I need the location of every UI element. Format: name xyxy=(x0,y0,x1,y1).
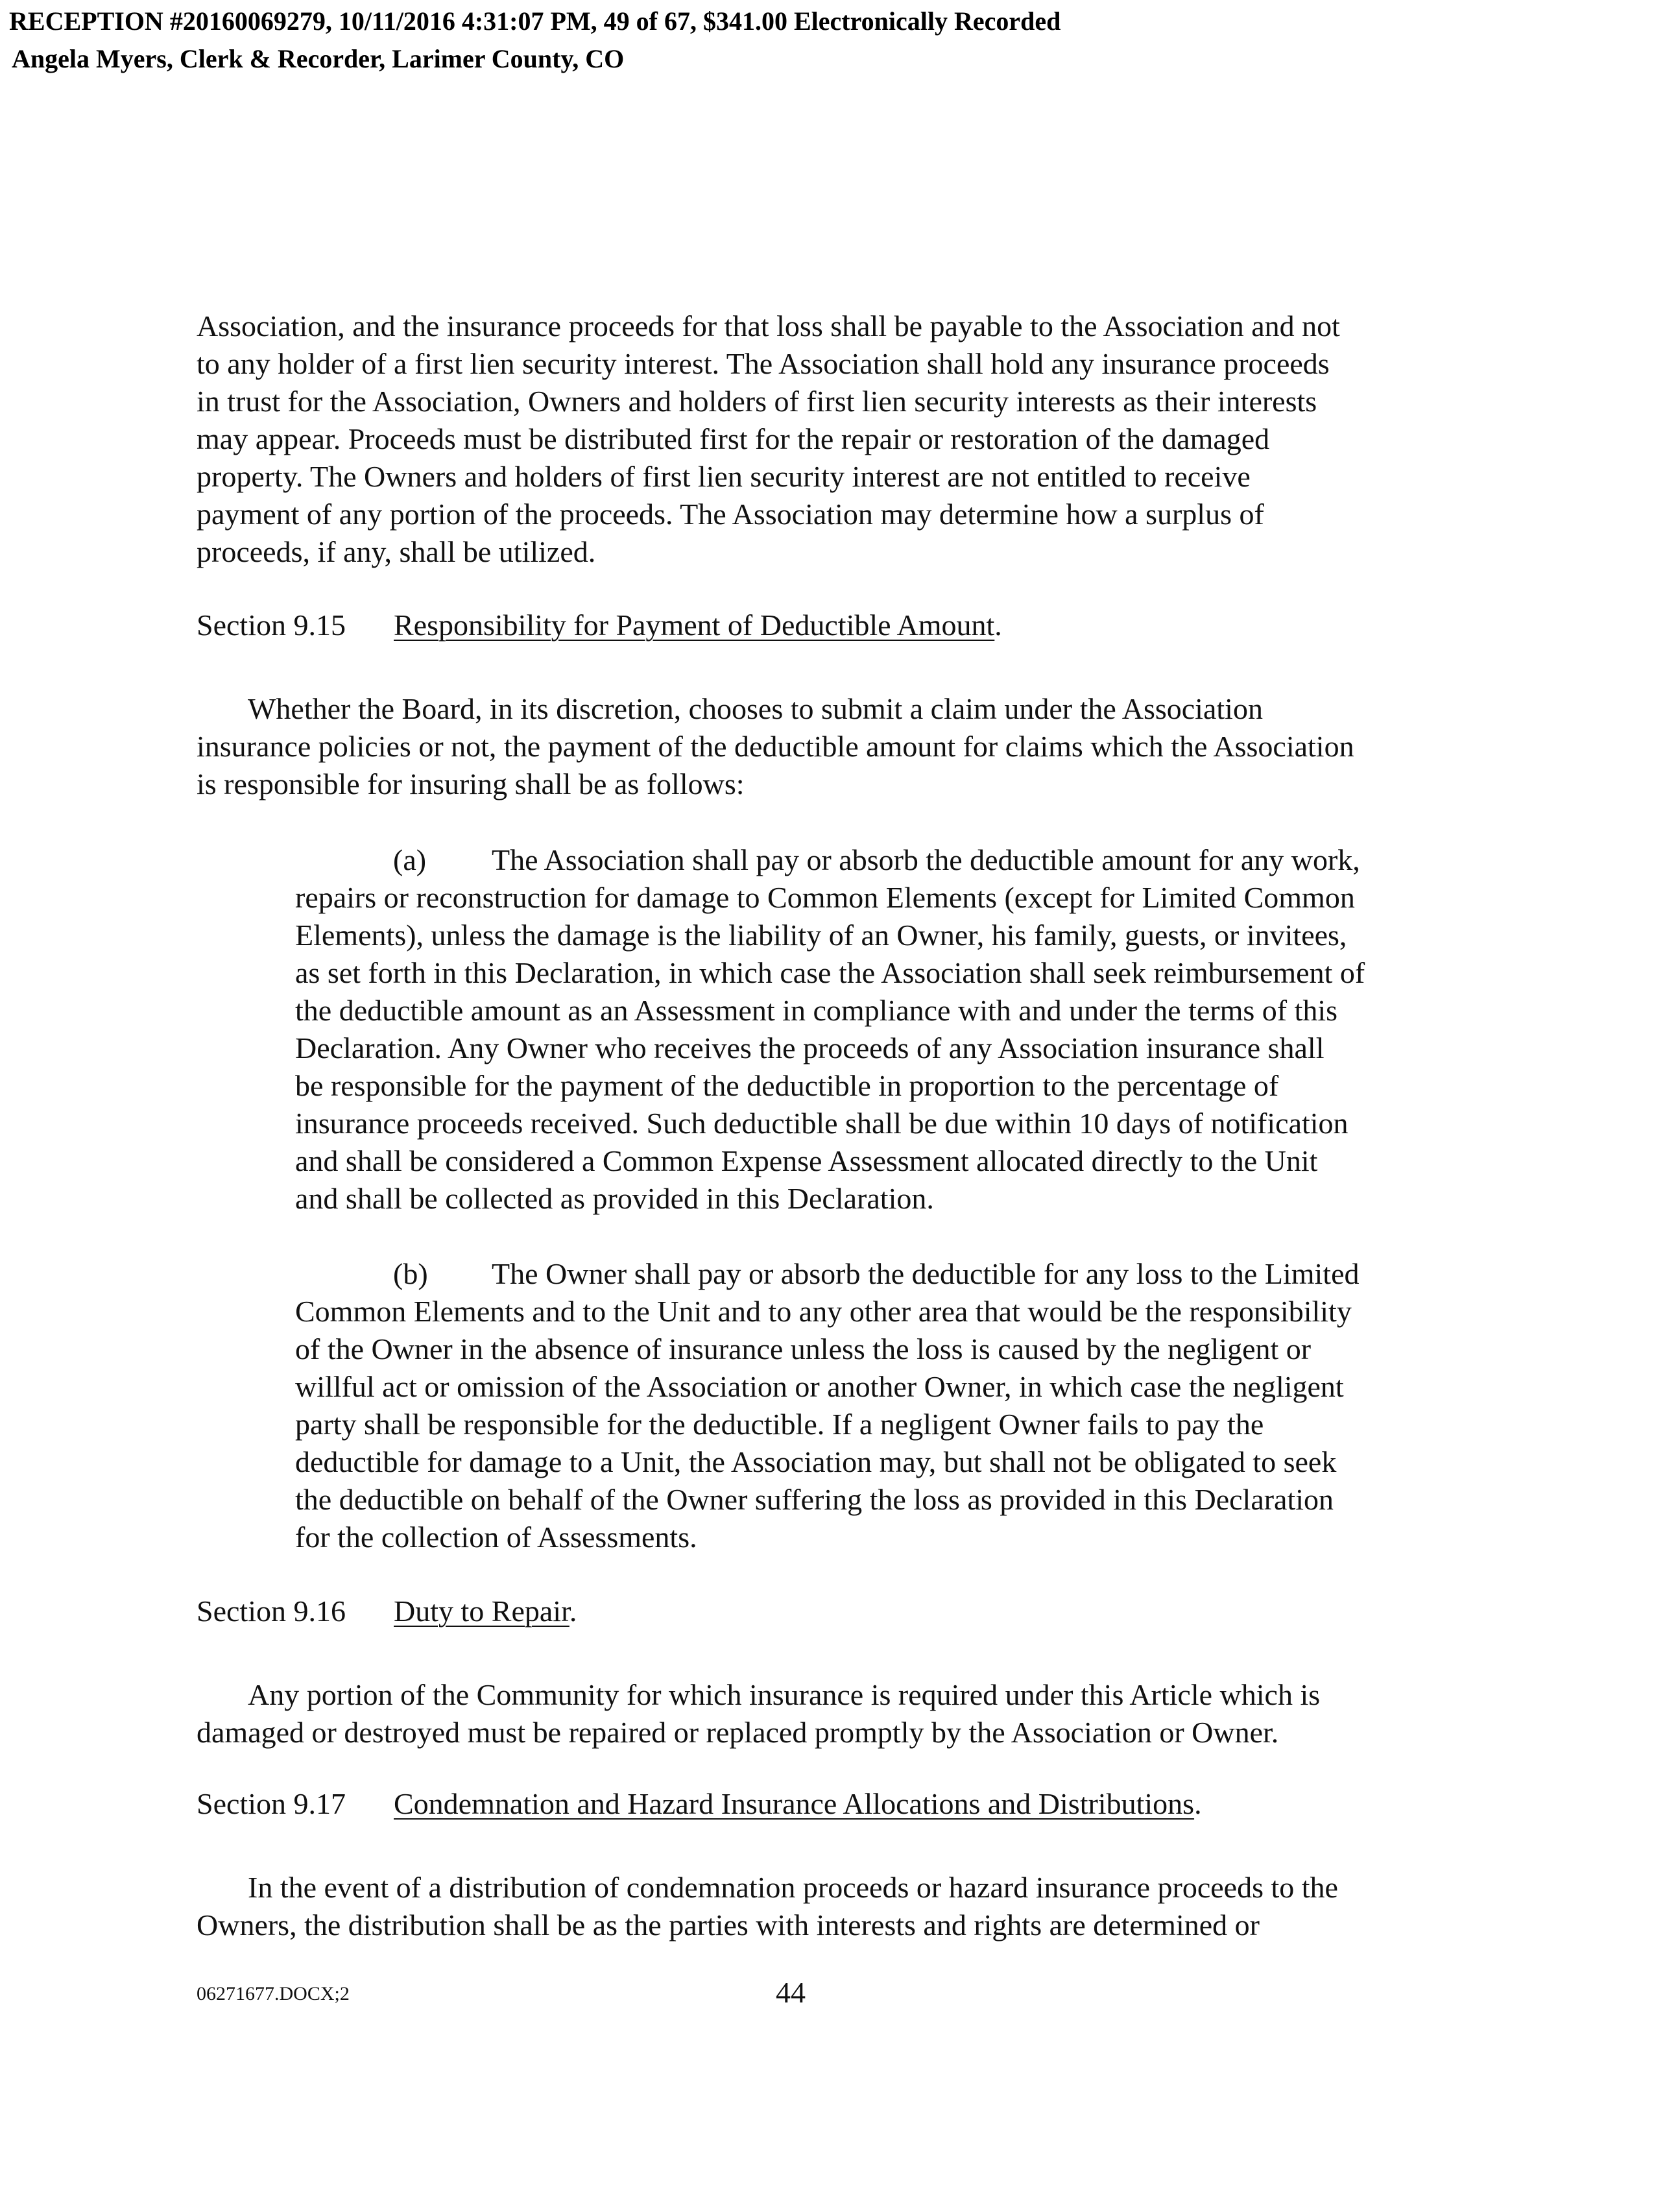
item-b-line: willful act or omission of the Association or another Owner, in which case the negligent xyxy=(295,1370,1344,1403)
item-b-text: The Owner shall pay or absorb the deductible for any loss to the Limited xyxy=(492,1257,1360,1290)
item-b-first-line xyxy=(393,1255,1359,1293)
item-b-line: of the Owner in the absence of insurance unless the loss is caused by the negligent or xyxy=(295,1332,1312,1365)
item-b-line: the deductible on behalf of the Owner suffering the loss as provided in this Declaration xyxy=(295,1483,1334,1516)
item-b-line: for the collection of Assessments. xyxy=(295,1521,697,1554)
paragraph-line: may appear. Proceeds must be distributed first for the repair or restoration of the damaged xyxy=(197,422,1270,455)
paragraph-line: insurance policies or not, the payment of the deductible amount for claims which the Association xyxy=(197,730,1354,763)
recording-stamp xyxy=(9,3,1061,78)
paragraph-line: damaged or destroyed must be repaired or replaced promptly by the Association or Owner. xyxy=(197,1716,1279,1749)
item-a-line: the deductible amount as an Assessment in compliance with and under the terms of this xyxy=(295,994,1338,1027)
item-b-line: deductible for damage to a Unit, the Association may, but shall not be obligated to seek xyxy=(295,1445,1337,1478)
paragraph-line: In the event of a distribution of condemnation proceeds or hazard insurance proceeds to the xyxy=(248,1871,1338,1904)
item-a-line: as set forth in this Declaration, in which case the Association shall seek reimbursement of xyxy=(295,956,1365,989)
footer-document-id: 06271677.DOCX;2 xyxy=(197,1983,350,2004)
paragraph-line: in trust for the Association, Owners and holders of first lien security interests as their interests xyxy=(197,385,1317,418)
paragraph-line: Any portion of the Community for which insurance is required under this Article which is xyxy=(248,1678,1321,1711)
recording-stamp-line-1: RECEPTION #20160069279, 10/11/2016 4:31:07 PM, 49 of 67, $341.00 Electronically Recorded xyxy=(9,6,1061,36)
item-b-line: party shall be responsible for the deductible. If a negligent Owner fails to pay the xyxy=(295,1408,1264,1441)
recording-stamp-line-2: Angela Myers, Clerk & Recorder, Larimer County, CO xyxy=(12,44,625,73)
item-a-line: Declaration. Any Owner who receives the proceeds of any Association insurance shall xyxy=(295,1031,1324,1064)
section-title: Duty to Repair xyxy=(394,1594,569,1628)
item-a-line: be responsible for the payment of the deductible in proportion to the percentage of xyxy=(295,1069,1279,1102)
section-9-16-heading: Section 9.16 Duty to Repair. xyxy=(197,1593,577,1630)
section-title: Condemnation and Hazard Insurance Allocations and Distributions xyxy=(394,1787,1195,1820)
page-number: 44 xyxy=(776,1976,806,2009)
item-b-line: Common Elements and to the Unit and to any other area that would be the responsibility xyxy=(295,1295,1352,1328)
item-a-line: Elements), unless the damage is the liability of an Owner, his family, guests, or invitees, xyxy=(295,919,1347,952)
section-number: Section 9.17 xyxy=(197,1787,346,1820)
item-b-label: (b) xyxy=(393,1257,428,1290)
paragraph-line: Owners, the distribution shall be as the parties with interests and rights are determined or xyxy=(197,1908,1260,1942)
section-title: Responsibility for Payment of Deductible Amount xyxy=(394,608,995,642)
item-a-first-line xyxy=(393,841,1360,879)
item-a-label: (a) xyxy=(393,843,427,876)
section-number: Section 9.16 xyxy=(197,1594,346,1628)
paragraph-line: Whether the Board, in its discretion, chooses to submit a claim under the Association xyxy=(248,692,1263,725)
paragraph-line: is responsible for insuring shall be as follows: xyxy=(197,767,745,800)
paragraph-line: payment of any portion of the proceeds. The Association may determine how a surplus of xyxy=(197,498,1264,531)
item-a-line: and shall be considered a Common Expense Assessment allocated directly to the Unit xyxy=(295,1144,1318,1177)
paragraph-line: proceeds, if any, shall be utilized. xyxy=(197,535,596,568)
section-number: Section 9.15 xyxy=(197,608,346,642)
item-a-line: and shall be collected as provided in this Declaration. xyxy=(295,1182,934,1215)
item-a-line: repairs or reconstruction for damage to Common Elements (except for Limited Common xyxy=(295,881,1355,914)
paragraph-line: Association, and the insurance proceeds for that loss shall be payable to the Association and not xyxy=(197,309,1340,343)
section-9-15-heading: Section 9.15 Responsibility for Payment of Deductible Amount. xyxy=(197,607,1002,644)
paragraph-line: property. The Owners and holders of first lien security interest are not entitled to receive xyxy=(197,460,1251,493)
section-9-17-heading: Section 9.17 Condemnation and Hazard Insurance Allocations and Distributions. xyxy=(197,1785,1202,1823)
item-a-line: insurance proceeds received. Such deductible shall be due within 10 days of notification xyxy=(295,1107,1348,1140)
paragraph-line: to any holder of a first lien security interest. The Association shall hold any insurance proceeds xyxy=(197,347,1330,380)
item-a-text: The Association shall pay or absorb the deductible amount for any work, xyxy=(492,843,1360,876)
